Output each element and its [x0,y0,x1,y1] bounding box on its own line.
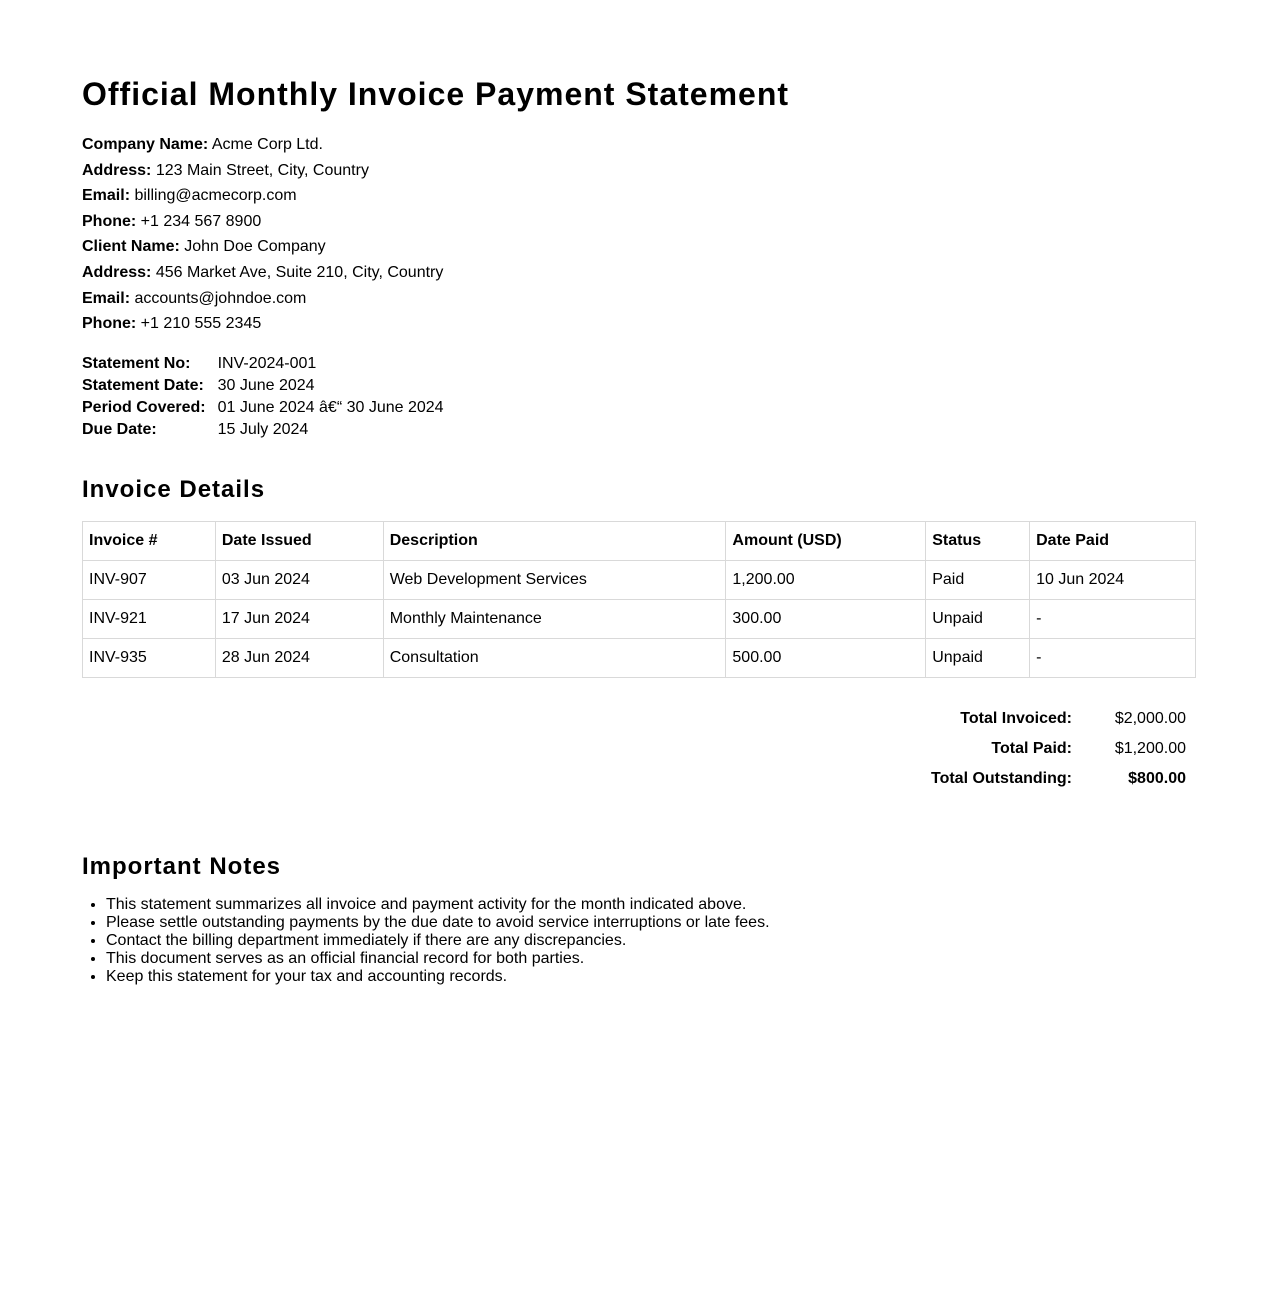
client-email-line [82,286,1196,312]
company-email-line [82,183,1196,209]
table-row [83,638,1196,677]
total-invoiced-label: Total Invoiced: [960,709,1072,727]
description-cell: Web Development Services [383,560,726,599]
company-phone-value: +1 234 567 8900 [140,212,262,230]
date-issued-cell: 17 Jun 2024 [215,599,383,638]
client-address-label: Address: [82,263,152,281]
totals-summary [82,704,1196,794]
client-phone-value: +1 210 555 2345 [140,315,262,333]
list-item: • Contact the billing department immediately if there are any discrepancies. [106,932,1196,950]
company-address-line [82,158,1196,184]
due-date-row [82,419,456,441]
list-item: • This statement summarizes all invoice and payment activity for the month indicated above. [106,896,1196,914]
client-phone-line [82,311,1196,337]
date-paid-cell: 10 Jun 2024 [1030,560,1196,599]
invoice-number-cell: INV-907 [83,560,216,599]
period-covered-row [82,397,456,419]
company-name-line [82,132,1196,158]
column-header-status: Status [926,521,1030,560]
period-covered-label: Period Covered: [82,398,206,416]
date-paid-cell: - [1030,599,1196,638]
list-item: • Please settle outstanding payments by the due date to avoid service interruptions or late fees. [106,914,1196,932]
description-cell: Monthly Maintenance [383,599,726,638]
total-paid-label: Total Paid: [991,739,1072,757]
statement-no-value: INV-2024-001 [217,354,317,372]
company-address-value: 123 Main Street, City, Country [155,161,369,179]
total-invoiced-row [82,704,1196,734]
period-covered-value: 01 June 2024 â€“ 30 June 2024 [217,398,444,416]
company-phone-label: Phone: [82,212,137,230]
column-header-date-issued: Date Issued [215,521,383,560]
total-outstanding-value: $800.00 [1128,769,1186,787]
company-email-label: Email: [82,187,131,205]
client-address-value: 456 Market Ave, Suite 210, City, Country [155,263,444,281]
client-email-label: Email: [82,289,131,307]
total-paid-row [82,734,1196,764]
invoice-number-cell: INV-935 [83,638,216,677]
status-cell: Paid [926,560,1030,599]
list-item: • Keep this statement for your tax and accounting records. [106,968,1196,986]
status-cell: Unpaid [926,599,1030,638]
table-row [83,599,1196,638]
client-phone-label: Phone: [82,315,137,333]
company-email-value: billing@acmecorp.com [134,187,297,205]
important-notes-heading: Important Notes [82,852,282,880]
column-header-date-paid: Date Paid [1030,521,1196,560]
client-address-line [82,260,1196,286]
amount-cell: 500.00 [726,638,926,677]
total-paid-value: $1,200.00 [1114,739,1186,757]
invoice-number-cell: INV-921 [83,599,216,638]
company-name-label: Company Name: [82,136,209,153]
status-cell: Unpaid [926,638,1030,677]
client-email-value: accounts@johndoe.com [134,289,307,307]
statement-date-label: Statement Date: [82,376,204,394]
statement-date-value: 30 June 2024 [217,376,315,394]
invoice-table [82,521,1196,678]
statement-no-row [82,353,456,375]
total-outstanding-row [82,764,1196,794]
list-item: • This document serves as an official financial record for both parties. [106,950,1196,968]
amount-cell: 1,200.00 [726,560,926,599]
column-header-invoice-number: Invoice # [83,521,216,560]
client-name-line [82,234,1196,260]
statement-meta-table [82,353,456,441]
due-date-value: 15 July 2024 [217,420,309,438]
date-paid-cell: - [1030,638,1196,677]
description-cell: Consultation [383,638,726,677]
total-outstanding-label: Total Outstanding: [930,769,1072,787]
amount-cell: 300.00 [726,599,926,638]
table-row [83,560,1196,599]
invoice-table-header [83,521,1196,560]
client-name-label: Client Name: [82,238,180,256]
company-address-label: Address: [82,161,152,179]
statement-date-row [82,375,456,397]
party-info [82,132,1196,337]
company-name-value: Acme Corp Ltd. [211,136,323,153]
date-issued-cell: 03 Jun 2024 [215,560,383,599]
column-header-description: Description [383,521,726,560]
due-date-label: Due Date: [82,420,157,438]
total-invoiced-value: $2,000.00 [1114,709,1186,727]
statement-no-label: Statement No: [82,354,191,372]
client-name-value: John Doe Company [184,238,326,256]
company-phone-line [82,209,1196,235]
invoice-details-heading: Invoice Details [82,475,266,503]
notes-list [82,896,1196,986]
page-title: Official Monthly Invoice Payment Statement [82,76,790,112]
date-issued-cell: 28 Jun 2024 [215,638,383,677]
column-header-amount: Amount (USD) [726,521,926,560]
